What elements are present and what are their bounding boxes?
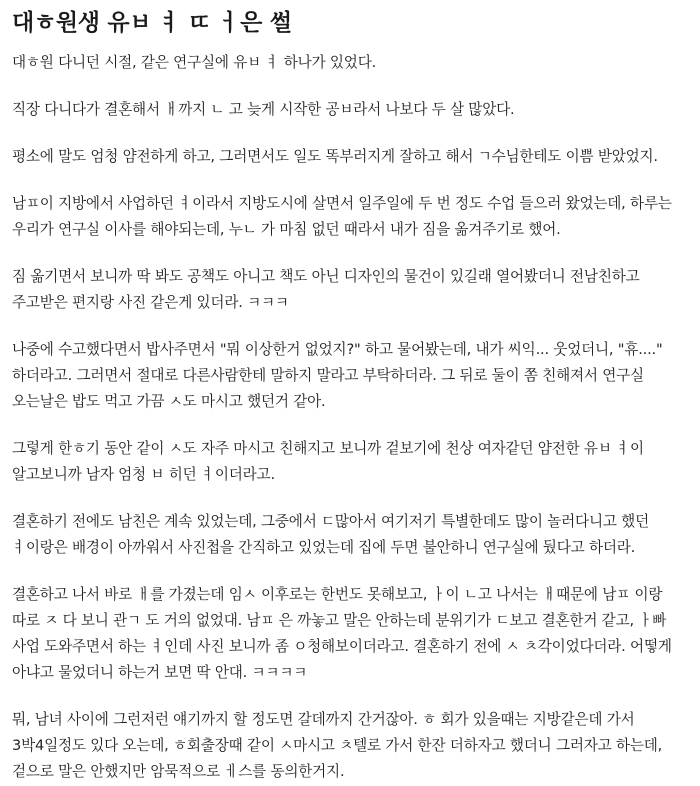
article-title: 대ㅎ원생 유ㅂ ㅕ ㄸ ㅓ은 썰 (12, 10, 292, 36)
paragraph: 대ㅎ원 다니던 시절, 같은 연구실에 유ㅂ ㅕ 하나가 있었다. (12, 54, 377, 71)
paragraph: 결혼하기 전에도 남친은 계속 있었는데, 그중에서 ㄷ많아서 여기저기 특별한데도 많이 놀러다니고 했던 ㅕ이랑은 배경이 아까워서 사진첩을 간직하고 있었는데 집에 두면 불안하니 연구실에 뒀다고 하더라. (12, 513, 649, 556)
paragraph: 남ㅍ이 지방에서 사업하던 ㅕ이라서 지방도시에 살면서 일주일에 두 번 정도 수업 들으러 왔었는데, 하루는 우리가 연구실 이사를 해야되는데, 누ㄴ 가 마침 없던 때라서 내가 짐을 옮겨주기로 했어. (12, 195, 672, 238)
paragraph: 나중에 수고했다면서 밥사주면서 "뭐 이상한거 없었지?" 하고 물어봤는데, 내가 씨익... 웃었더니, "휴...." 하더라고. 그러면서 절대로 다른사람한테 말하지 말라고 부탁하더라. 그 뒤로 둘이 쫌 친해져서 연구실 오는날은 밥도 먹고 가끔 ㅅ도 마시고 했던거 같아. (12, 341, 663, 410)
paragraph: 짐 옮기면서 보니까 딱 봐도 공책도 아니고 책도 아닌 디자인의 물건이 있길래 열어봤더니 전남친하고 주고받은 편지랑 사진 같은게 있더라. ㅋㅋㅋ (12, 268, 640, 311)
paragraph: 뭐, 남녀 사이에 그런저런 얘기까지 할 정도면 갈데까지 간거잖아. ㅎ 회가 있을때는 지방같은데 가서 3박4일정도 있다 오는데, ㅎ회출장때 같이 ㅅ마시고 ㅊ텔로 가서 한잔 더하자고 했더니 그러자고 하는데, 겉으로 말은 안했지만 암묵적으로 ㅔ스를 동의한거지. (12, 711, 663, 780)
paragraph: 평소에 말도 엄청 얌전하게 하고, 그러면서도 일도 똑부러지게 잘하고 해서 ㄱ수님한테도 이쁨 받았었지. (12, 148, 658, 165)
paragraph: 직장 다니다가 결혼해서 ㅐ까지 ㄴ 고 늦게 시작한 공ㅂ라서 나보다 두 살 많았다. (12, 101, 515, 118)
paragraph: 그렇게 한ㅎ기 동안 같이 ㅅ도 자주 마시고 친해지고 보니까 겉보기에 천상 여자같던 얌전한 유ㅂ ㅕ이 알고보니까 남자 엄청 ㅂ 히던 ㅕ이더라고. (12, 440, 644, 483)
paragraph: 결혼하고 나서 바로 ㅐ를 가졌는데 임ㅅ 이후로는 한번도 못해보고, ㅏ이 ㄴ고 나서는 ㅐ때문에 남ㅍ 이랑 따로 ㅈ 다 보니 관ㄱ 도 거의 없었대. 남ㅍ 은 까놓고 말은 안하는데 분위기가 ㄷ보고 결혼한거 같고, ㅏ빠 사업 도와주면서 하는 ㅕ인데 사진 보니까 좀 ㅇ청해보이더라고. 결혼하기 전에 ㅅ ㅊ각이었다더라. 어떻게 아냐고 물었더니 하는거 보면 딱 안대. ㅋㅋㅋㅋ (12, 586, 672, 681)
